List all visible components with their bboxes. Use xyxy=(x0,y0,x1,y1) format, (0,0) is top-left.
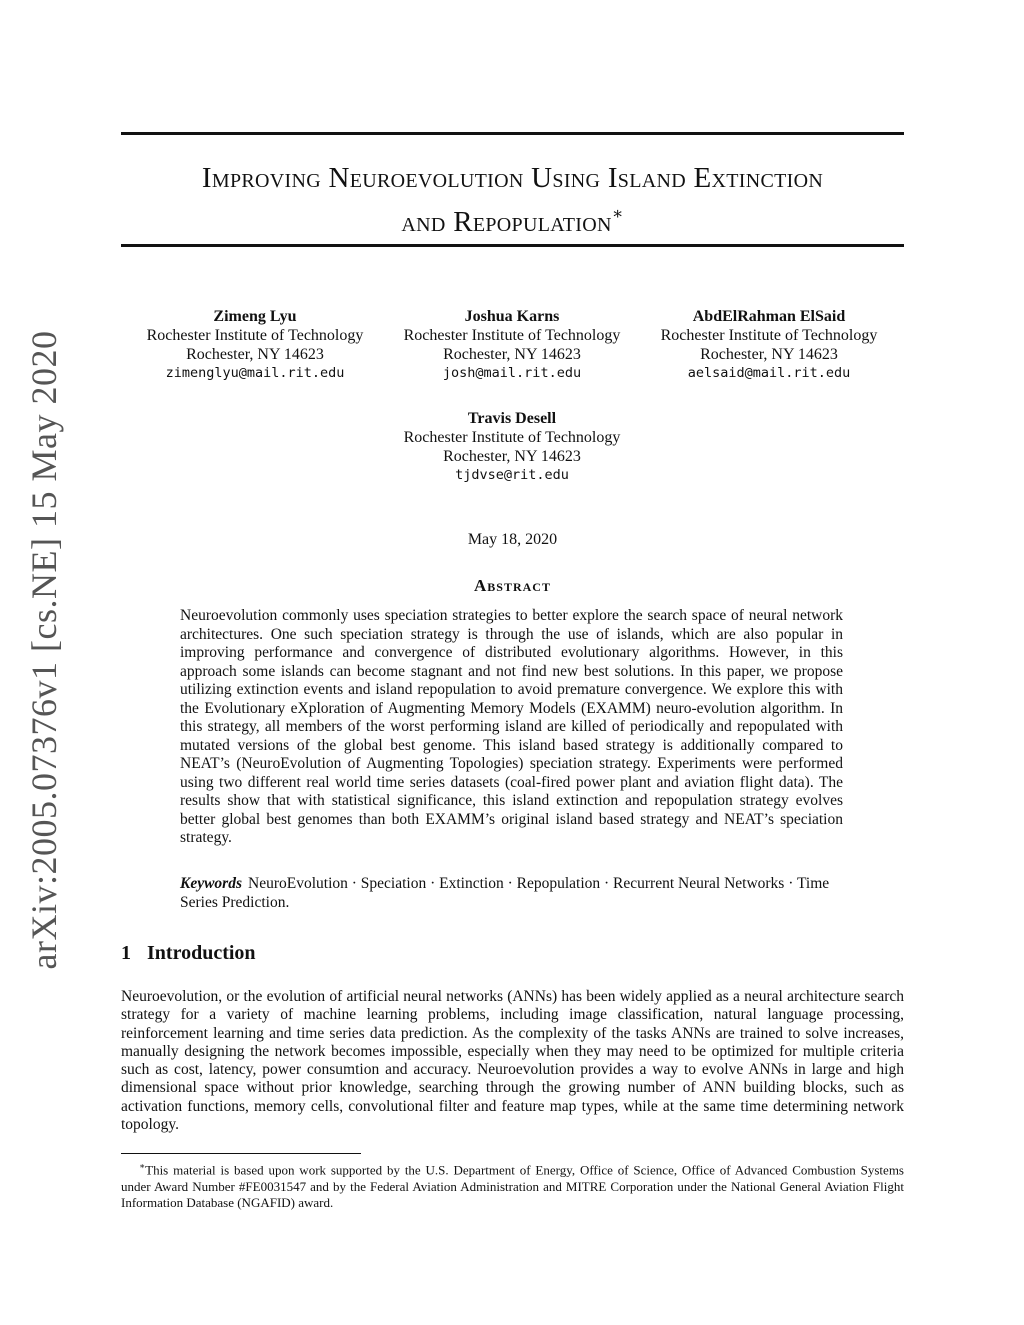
author-affiliation: Rochester Institute of Technology xyxy=(146,327,364,344)
title-line-2: and Repopulation∗ xyxy=(401,204,624,238)
title-line-1: Improving Neuroevolution Using Island Extinction xyxy=(201,162,824,194)
arxiv-identifier: arXiv:2005.07376v1 [cs.NE] 15 May 2020 xyxy=(24,330,64,970)
author-name: Joshua Karns xyxy=(464,308,560,325)
author-email: aelsaid@mail.rit.edu xyxy=(687,365,851,381)
keywords-label: Keywords xyxy=(180,875,242,892)
author-affiliation: Rochester Institute of Technology xyxy=(403,327,621,344)
introduction-paragraph: Neuroevolution, or the evolution of artificial neural networks (ANNs) has been widely applied as a neural architecture search strategy for a variety of machine learning problems, including image classification, natural language processing, reinforcement learning and time series data prediction. As the complexity of the tasks ANNs are trained to solve increases, manually designing the network becomes impossible, especially when they may need to be optimized for multiple criteria such as cost, latency, power consumtion and accuracy. Neuroevolution provides a way to evolve ANNs in large and high dimensional space without prior knowledge, searching through the growing number of ANN building blocks, such as activation functions, memory cells, convolutional filter and feature map types, while at the same time determining network topology. xyxy=(121,988,904,1134)
footnote-text: This material is based upon work supported by the U.S. Department of Energy, Office of Science, Office of Advanced Combustion Systems under Award Number #FE0031547 and by the Federal Aviation Administration and MITRE Corporation under the National General Aviation Flight Information Database (NGAFID) award. xyxy=(121,1162,904,1211)
paper-date: May 18, 2020 xyxy=(467,531,558,548)
paper-title xyxy=(121,160,904,240)
abstract-heading: Abstract xyxy=(474,576,551,595)
footnote xyxy=(121,1158,904,1212)
author-block xyxy=(639,307,899,383)
section-number: 1 xyxy=(121,942,131,964)
author-location: Rochester, NY 14623 xyxy=(443,346,581,363)
author-email: zimenglyu@mail.rit.edu xyxy=(165,365,345,381)
author-name: Zimeng Lyu xyxy=(213,308,297,325)
author-name: Travis Desell xyxy=(467,410,557,427)
author-block xyxy=(382,307,642,383)
author-name: AbdElRahman ElSaid xyxy=(692,308,846,325)
author-block xyxy=(382,409,642,485)
author-email: josh@mail.rit.edu xyxy=(442,365,582,381)
title-bottom-rule xyxy=(121,244,904,247)
title-footnote-mark: ∗ xyxy=(611,204,624,223)
author-affiliation: Rochester Institute of Technology xyxy=(403,429,621,446)
keywords xyxy=(180,875,843,912)
section-title: Introduction xyxy=(147,942,256,964)
author-location: Rochester, NY 14623 xyxy=(186,346,324,363)
keywords-text: NeuroEvolution · Speciation · Extinction · Repopulation · Recurrent Neural Networks · Time Series Prediction. xyxy=(180,875,830,911)
footnote-mark: ∗ xyxy=(139,1161,146,1171)
section-heading xyxy=(121,942,256,965)
title-top-rule xyxy=(121,132,904,135)
abstract-text: Neuroevolution commonly uses speciation strategies to better explore the search space of neural network architectures. One such speciation strategy is through the use of islands, which are also popular in improving performance and convergence of distributed evolutionary algorithms. However, in this approach some islands can become stagnant and not find new best solutions. In this paper, we propose utilizing extinction events and island repopulation to avoid premature convergence. We explore this with the Evolutionary eXploration of Augmenting Memory Models (EXAMM) neuro-evolution algorithm. In this strategy, all members of the worst performing island are killed of periodically and repopulated with mutated versions of the global best genome. This island based strategy is additionally compared to NEAT’s (NeuroEvolution of Augmenting Topologies) speciation strategy. Experiments were performed using two different real world time series datasets (coal-fired power plant and aviation flight data). The results show that with statistical significance, this island extinction and repopulation strategy evolves better global best genomes than both EXAMM’s original island based strategy and NEAT’s speciation strategy. xyxy=(180,607,843,846)
author-location: Rochester, NY 14623 xyxy=(443,448,581,465)
author-block xyxy=(125,307,385,383)
footnote-rule xyxy=(121,1153,361,1154)
author-affiliation: Rochester Institute of Technology xyxy=(660,327,878,344)
author-email: tjdvse@rit.edu xyxy=(455,467,569,483)
author-location: Rochester, NY 14623 xyxy=(700,346,838,363)
